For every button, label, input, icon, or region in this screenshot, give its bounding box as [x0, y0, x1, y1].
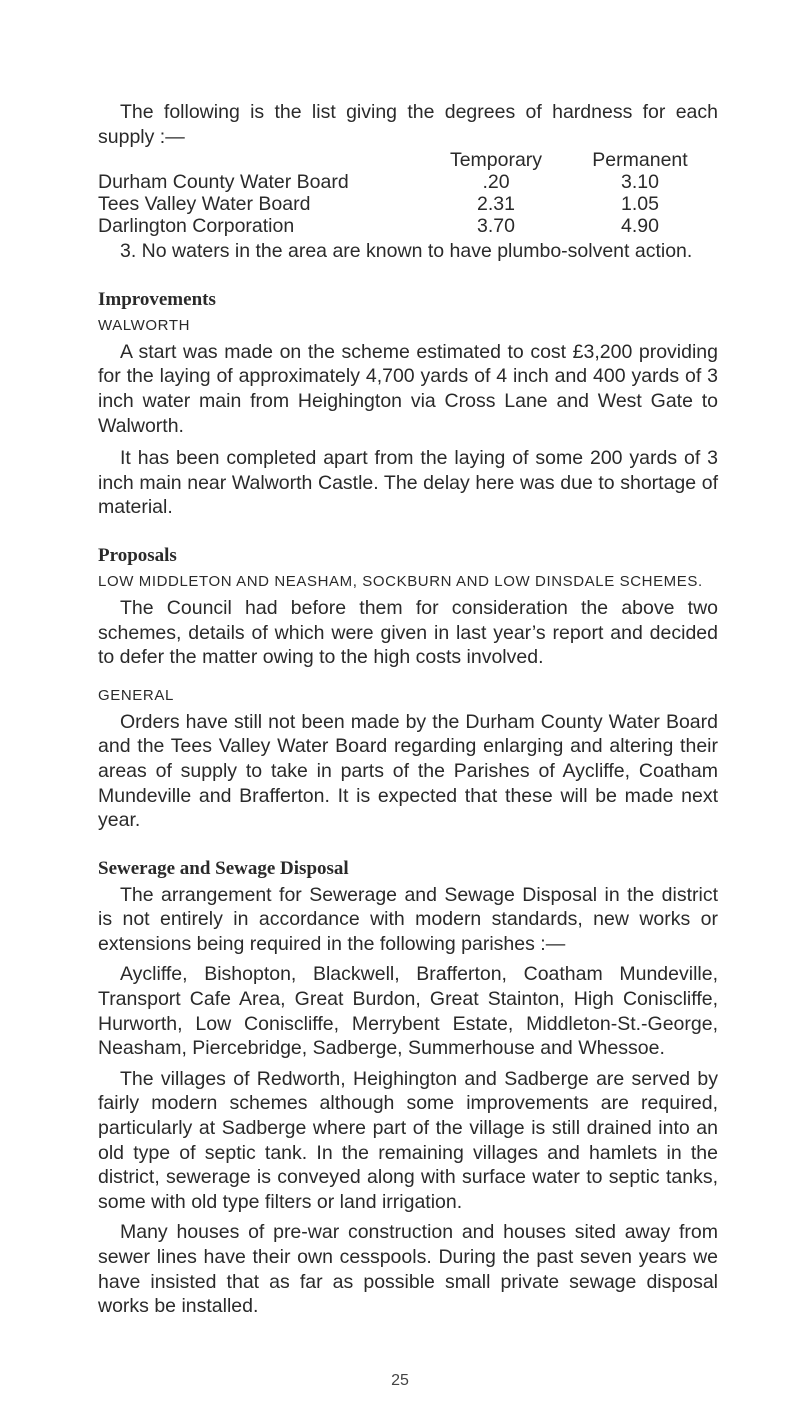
sewerage-paragraph-3: The villages of Redworth, Heighington and Sadberge are served by fairly modern schemes although some improvements are required, particularly at Sadberge where part of the village is still drained into an old type of septic tank. In the remaining villages and hamlets in the district, sewerage is conveyed along with surface water to septic tanks, some with old type filters or land irrigation. — [98, 1067, 718, 1213]
hardness-intro: The following is the list giving the degrees of hardness for each supply :— — [98, 101, 718, 148]
schemes-subheading: LOW MIDDLETON AND NEASHAM, SOCKBURN AND LOW DINSDALE SCHEMES. — [98, 572, 703, 590]
plumbo-solvent-note: 3. No waters in the area are known to have plumbo-solvent action. — [120, 240, 693, 263]
walworth-subheading: WALWORTH — [98, 316, 191, 334]
improvements-paragraph-1: A start was made on the scheme estimated to cost £3,200 providing for the laying of approximately 4,700 yards of 4 inch and 400 yards of 3 inch water main from Heighington via Cross Lane and West Gate to Walworth. — [98, 340, 718, 437]
table-row — [98, 193, 718, 215]
page-number: 25 — [391, 1372, 409, 1389]
supplier-name: Darlington Corporation — [98, 215, 295, 238]
supplier-name: Durham County Water Board — [98, 171, 349, 194]
temporary-hardness: 3.70 — [477, 215, 515, 238]
sewerage-paragraph-4: Many houses of pre-war construction and houses sited away from sewer lines have their own cesspools. During the past seven years we have insisted that as far as possible small private sewage disposal works be installed. — [98, 1221, 718, 1318]
table-row — [98, 215, 718, 237]
hardness-header-temporary: Temporary — [449, 149, 543, 172]
general-subheading: GENERAL — [98, 686, 174, 704]
permanent-hardness: 4.90 — [621, 215, 659, 238]
permanent-hardness: 1.05 — [621, 193, 659, 216]
temporary-hardness: .20 — [482, 171, 510, 194]
hardness-header-permanent: Permanent — [592, 149, 688, 172]
hardness-table-header-row — [98, 149, 718, 171]
hardness-header-supplier — [98, 149, 430, 171]
table-row — [98, 171, 718, 193]
proposals-paragraph: The Council had before them for consideration the above two schemes, details of which were given in last year’s report and decided to defer the matter owing to the high costs involved. — [98, 596, 718, 669]
permanent-hardness: 3.10 — [621, 171, 659, 194]
hardness-table — [98, 149, 718, 237]
sewerage-paragraph-1: The arrangement for Sewerage and Sewage Disposal in the district is not entirely in accordance with modern standards, new works or extensions being required in the following parishes :— — [98, 883, 718, 955]
document-page — [98, 100, 718, 1319]
parishes-list: Aycliffe, Bishopton, Blackwell, Brafferton, Coatham Mundeville, Transport Cafe Area, Great Burdon, Great Stainton, High Coniscliffe, Hurworth, Low Coniscliffe, Merrybent Estate, Middleton-St.-George, Neasham, Piercebridge, Sadberge, Summerhouse and Whessoe. — [98, 963, 718, 1060]
supplier-name: Tees Valley Water Board — [98, 193, 311, 216]
improvements-paragraph-2: It has been completed apart from the laying of some 200 yards of 3 inch main near Walworth Castle. The delay here was due to shortage of material. — [98, 447, 718, 519]
proposals-heading: Proposals — [98, 544, 177, 566]
temporary-hardness: 2.31 — [477, 193, 515, 216]
sewerage-heading: Sewerage and Sewage Disposal — [98, 857, 349, 879]
improvements-heading: Improvements — [98, 288, 216, 310]
general-paragraph: Orders have still not been made by the Durham County Water Board and the Tees Valley Water Board regarding enlarging and altering their areas of supply to take in parts of the Parishes of Aycliffe, Coatham Mundeville and Brafferton. It is expected that these will be made next year. — [98, 710, 718, 832]
